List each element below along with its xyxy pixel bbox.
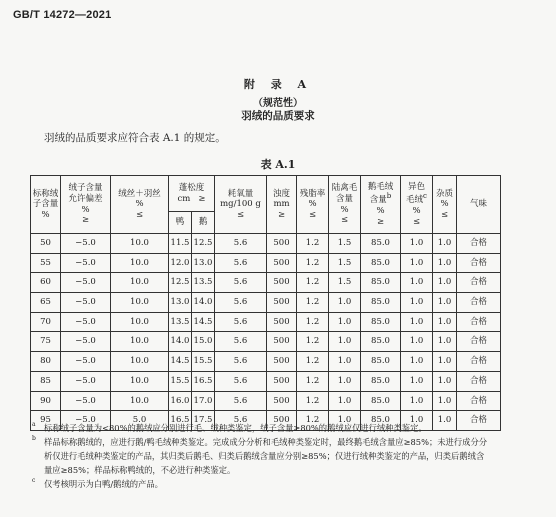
table-cell: 13.5 (192, 273, 215, 293)
table-cell: 15.0 (192, 332, 215, 352)
table-cell: 1.0 (401, 352, 433, 372)
table-cell: −5.0 (61, 371, 111, 391)
table-cell: 500 (267, 371, 297, 391)
table-cell: 1.2 (297, 234, 329, 254)
header-goose-content: 鹅毛绒 含量$^b$ % ≥ (361, 176, 401, 234)
table-cell: 65 (31, 293, 61, 313)
table-cell: 85.0 (361, 293, 401, 313)
table-cell: −5.0 (61, 312, 111, 332)
table-cell: 85.0 (361, 273, 401, 293)
table-row (31, 312, 501, 332)
table-cell: 1.2 (297, 371, 329, 391)
table-cell: 合格 (457, 391, 501, 411)
table-cell: 合格 (457, 312, 501, 332)
table-cell: 1.0 (329, 293, 361, 313)
header-fiber: 绒丝＋羽丝 % ≤ (111, 176, 169, 234)
table-cell: 85.0 (361, 411, 401, 431)
appendix-nature: （规范性） (253, 98, 303, 109)
header-duck: 鸭 (169, 212, 192, 234)
table-cell: 5.6 (215, 411, 267, 431)
table-cell: 90 (31, 391, 61, 411)
table-cell: 1.2 (297, 273, 329, 293)
table-cell: 55 (31, 253, 61, 273)
table-row (31, 273, 501, 293)
table-cell: 12.5 (169, 273, 192, 293)
table-cell: 16.5 (192, 371, 215, 391)
table-cell: 10.0 (111, 234, 169, 254)
table-cell: 75 (31, 332, 61, 352)
appendix-title: 附 录 A (243, 78, 313, 91)
table-cell: 1.0 (433, 352, 457, 372)
table-cell: 1.2 (297, 293, 329, 313)
table-cell: 10.0 (111, 391, 169, 411)
header-nominal-content: 标称绒 子含量 % (31, 176, 61, 234)
table-cell: 14.5 (169, 352, 192, 372)
table-cell: 500 (267, 273, 297, 293)
table-cell: 10.0 (111, 253, 169, 273)
table-cell: 1.0 (401, 253, 433, 273)
table-cell: 1.0 (329, 312, 361, 332)
table-cell: 1.5 (329, 253, 361, 273)
table-cell: 14.0 (192, 293, 215, 313)
table-cell: 1.0 (433, 332, 457, 352)
table-cell: 11.5 (169, 234, 192, 254)
table-cell: 16.0 (169, 391, 192, 411)
header-off-color: 异色 毛绒$^c$ % ≤ (401, 176, 433, 234)
table-cell: 10.0 (111, 312, 169, 332)
table-cell: 17.0 (192, 391, 215, 411)
table-cell: −5.0 (61, 391, 111, 411)
header-impurity: 杂质 % ≤ (433, 176, 457, 234)
header-allowed-deviation: 绒子含量 允许偏差 % ≥ (61, 176, 111, 234)
table-cell: 1.0 (401, 273, 433, 293)
table-cell: 合格 (457, 273, 501, 293)
table-cell: −5.0 (61, 293, 111, 313)
table-cell: 13.0 (169, 293, 192, 313)
table-cell: 12.0 (169, 253, 192, 273)
table-cell: 13.5 (169, 312, 192, 332)
table-cell: 50 (31, 234, 61, 254)
table-cell: 1.2 (297, 312, 329, 332)
table-cell: 10.0 (111, 293, 169, 313)
table-cell: 10.0 (111, 371, 169, 391)
table-cell: 85.0 (361, 253, 401, 273)
header-oxygen: 耗氧量 mg/100 g ≤ (215, 176, 267, 234)
table-cell: 1.0 (401, 312, 433, 332)
note-c: c 仅考核明示为白鸭/鹅绒的产品。 (32, 477, 163, 489)
table-cell: 15.5 (192, 352, 215, 372)
table-cell: 1.0 (401, 234, 433, 254)
table-cell: 85.0 (361, 352, 401, 372)
table-cell: 5.6 (215, 312, 267, 332)
table-cell: 1.0 (329, 352, 361, 372)
table-cell: 1.0 (329, 332, 361, 352)
table-cell: −5.0 (61, 273, 111, 293)
table-cell: 1.0 (329, 391, 361, 411)
table-cell: 5.6 (215, 253, 267, 273)
table-cell: 5.6 (215, 332, 267, 352)
table-cell: 16.5 (169, 411, 192, 431)
table-cell: 14.0 (169, 332, 192, 352)
header-residual-fat: 残脂率 % ≤ (297, 176, 329, 234)
intro-text: 羽绒的品质要求应符合表 A.1 的规定。 (44, 132, 226, 144)
table-cell: 500 (267, 332, 297, 352)
table-cell: 1.0 (433, 293, 457, 313)
table-caption: 表 A.1 (260, 158, 296, 171)
table-cell: 60 (31, 273, 61, 293)
table-cell: 1.0 (401, 293, 433, 313)
table-cell: 合格 (457, 411, 501, 431)
table-cell: 500 (267, 391, 297, 411)
table-cell: 1.2 (297, 391, 329, 411)
table-cell: 1.2 (297, 253, 329, 273)
table-row (31, 371, 501, 391)
table-row (31, 253, 501, 273)
table-cell: 85.0 (361, 371, 401, 391)
table-cell: 1.5 (329, 273, 361, 293)
table-cell: 1.0 (433, 391, 457, 411)
table-cell: 17.5 (192, 411, 215, 431)
table-cell: 1.0 (401, 391, 433, 411)
quality-table (30, 175, 501, 431)
table-cell: 80 (31, 352, 61, 372)
table-cell: 1.0 (433, 253, 457, 273)
table-cell: 合格 (457, 293, 501, 313)
table-cell: 85.0 (361, 391, 401, 411)
table-cell: −5.0 (61, 234, 111, 254)
table-cell: 合格 (457, 253, 501, 273)
table-cell: 500 (267, 352, 297, 372)
table-cell: 1.0 (401, 371, 433, 391)
table-cell: 500 (267, 293, 297, 313)
table-cell: 85.0 (361, 312, 401, 332)
table-cell: 合格 (457, 352, 501, 372)
table-row (31, 352, 501, 372)
table-cell: 500 (267, 253, 297, 273)
table-cell: 85.0 (361, 332, 401, 352)
table-cell: 合格 (457, 234, 501, 254)
table-cell: −5.0 (61, 332, 111, 352)
table-row (31, 293, 501, 313)
table-cell: 85.0 (361, 234, 401, 254)
table-cell: −5.0 (61, 253, 111, 273)
table-cell: 10.0 (111, 352, 169, 372)
header-turbidity: 浊度 mm ≥ (267, 176, 297, 234)
table-cell: −5.0 (61, 411, 111, 431)
table-cell: 5.6 (215, 391, 267, 411)
table-cell: 1.0 (433, 234, 457, 254)
table-cell: 1.0 (401, 332, 433, 352)
table-cell: 1.2 (297, 332, 329, 352)
appendix-subject: 羽绒的品质要求 (241, 110, 315, 122)
table-cell: 10.0 (111, 273, 169, 293)
table-cell: 95 (31, 411, 61, 431)
table-cell: 5.0 (111, 411, 169, 431)
table-cell: 500 (267, 234, 297, 254)
table-cell: 5.6 (215, 371, 267, 391)
table-cell: 5.6 (215, 352, 267, 372)
table-cell: 1.0 (329, 411, 361, 431)
table-cell: 1.0 (433, 411, 457, 431)
table-cell: −5.0 (61, 352, 111, 372)
table-cell: 5.6 (215, 234, 267, 254)
table-cell: 5.6 (215, 273, 267, 293)
table-cell: 1.0 (433, 273, 457, 293)
table-cell: 1.0 (433, 312, 457, 332)
header-land-fowl: 陆禽毛 含量 % ≤ (329, 176, 361, 234)
table-notes (30, 421, 490, 491)
table-row (31, 391, 501, 411)
table-cell: 1.0 (433, 371, 457, 391)
table-cell: 10.0 (111, 332, 169, 352)
table-cell: 1.5 (329, 234, 361, 254)
table-cell: 1.0 (401, 411, 433, 431)
table-cell: 85 (31, 371, 61, 391)
table-cell: 1.2 (297, 352, 329, 372)
table-cell: 500 (267, 312, 297, 332)
table-cell: 13.0 (192, 253, 215, 273)
table-row (31, 332, 501, 352)
table-cell: 500 (267, 411, 297, 431)
table-cell: 12.5 (192, 234, 215, 254)
table-cell: 1.0 (329, 371, 361, 391)
note-b: b 样品标称鹅绒的，应进行鹅/鸭毛绒种类鉴定。完成成分分析和毛绒种类鉴定时，最终鹅毛绒含量应≥85%；未进行成分分析仅进行毛绒种类鉴定的产品，其归类后鹅毛、归类后鹅绒含量应分别≥85%；仅进行绒种类鉴定的产品，归类后鹅绒含量应≥85%；样品标称鸭绒的，不必进行种类鉴定。 (32, 435, 488, 475)
standard-number: GB/T 14272—2021 (13, 9, 112, 21)
header-fill-power: 蓬松度 cm ≥ (169, 176, 215, 212)
table-cell: 合格 (457, 371, 501, 391)
header-goose: 鹅 (192, 212, 215, 234)
table-cell: 14.5 (192, 312, 215, 332)
table-row (31, 234, 501, 254)
header-odor: 气味 (457, 176, 501, 234)
table-cell: 1.2 (297, 411, 329, 431)
note-a: a 标称绒子含量为<80%的鹅绒应分别进行毛、绒种类鉴定，绒子含量≥80%的鹅绒应仅进行绒种类鉴定。 (32, 421, 427, 433)
table-cell: 15.5 (169, 371, 192, 391)
table-cell: 70 (31, 312, 61, 332)
table-cell: 合格 (457, 332, 501, 352)
table-cell: 5.6 (215, 293, 267, 313)
